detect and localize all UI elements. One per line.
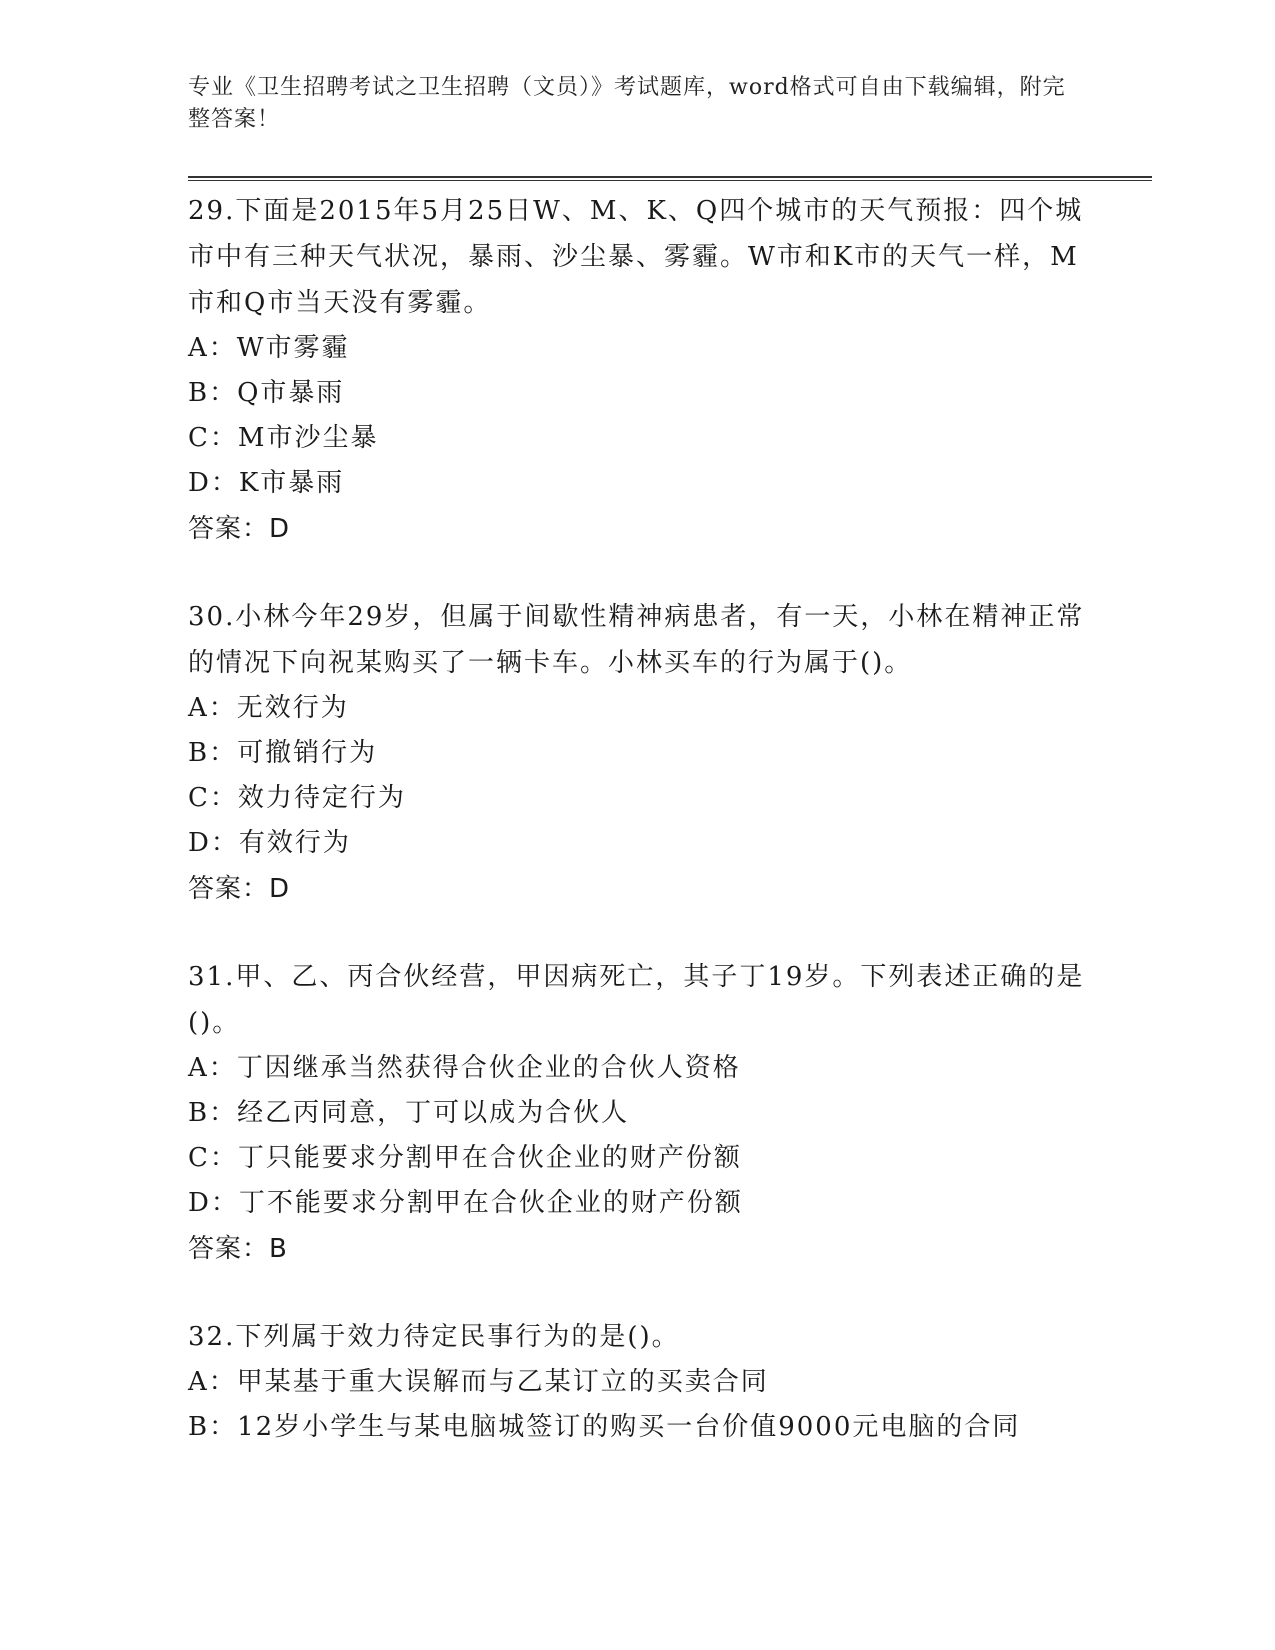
question-31 [188,954,1088,1272]
question-stem: 32.下列属于效力待定民事行为的是()。 [188,1322,680,1352]
question-stem: 31.甲、乙、丙合伙经营，甲因病死亡，其子丁19岁。下列表述正确的是()。 [188,962,1085,1038]
option-c: C：M市沙尘暴 [188,423,379,453]
answer-line: 答案：B [188,1234,288,1264]
option-a: A：无效行为 [188,693,349,723]
option-d: D：有效行为 [188,828,351,858]
header-divider [188,176,1152,181]
option-d: D：丁不能要求分割甲在合伙企业的财产份额 [188,1188,743,1218]
option-a: A：甲某基于重大误解而与乙某订立的买卖合同 [188,1367,769,1397]
option-c: C：丁只能要求分割甲在合伙企业的财产份额 [188,1143,742,1173]
question-spacer [188,552,1088,594]
option-a: A：丁因继承当然获得合伙企业的合伙人资格 [188,1053,741,1083]
option-b: B：可撤销行为 [188,738,378,768]
question-32 [188,1314,1088,1450]
question-stem: 30.小林今年29岁，但属于间歇性精神病患者，有一天，小林在精神正常的情况下向祝某购买了一辆卡车。小林买车的行为属于()。 [188,602,1085,678]
option-b: B：12岁小学生与某电脑城签订的购买一台价值9000元电脑的合同 [188,1412,1021,1442]
question-spacer [188,912,1088,954]
option-d: D：K市暴雨 [188,468,345,498]
question-29 [188,188,1088,552]
question-stem: 29.下面是2015年5月25日W、M、K、Q四个城市的天气预报：四个城市中有三种天气状况，暴雨、沙尘暴、雾霾。W市和K市的天气一样，M市和Q市当天没有雾霾。 [188,196,1084,318]
option-b: B：Q市暴雨 [188,378,345,408]
document-header: 专业《卫生招聘考试之卫生招聘（文员）》考试题库，word格式可自由下载编辑，附完整答案！ [188,75,1066,132]
question-spacer [188,1272,1088,1314]
option-c: C：效力待定行为 [188,783,406,813]
option-a: A：W市雾霾 [188,333,350,363]
question-list [188,188,1088,1450]
answer-line: 答案：D [188,514,291,544]
answer-line: 答案：D [188,874,291,904]
option-b: B：经乙丙同意，丁可以成为合伙人 [188,1098,630,1128]
question-30 [188,594,1088,912]
